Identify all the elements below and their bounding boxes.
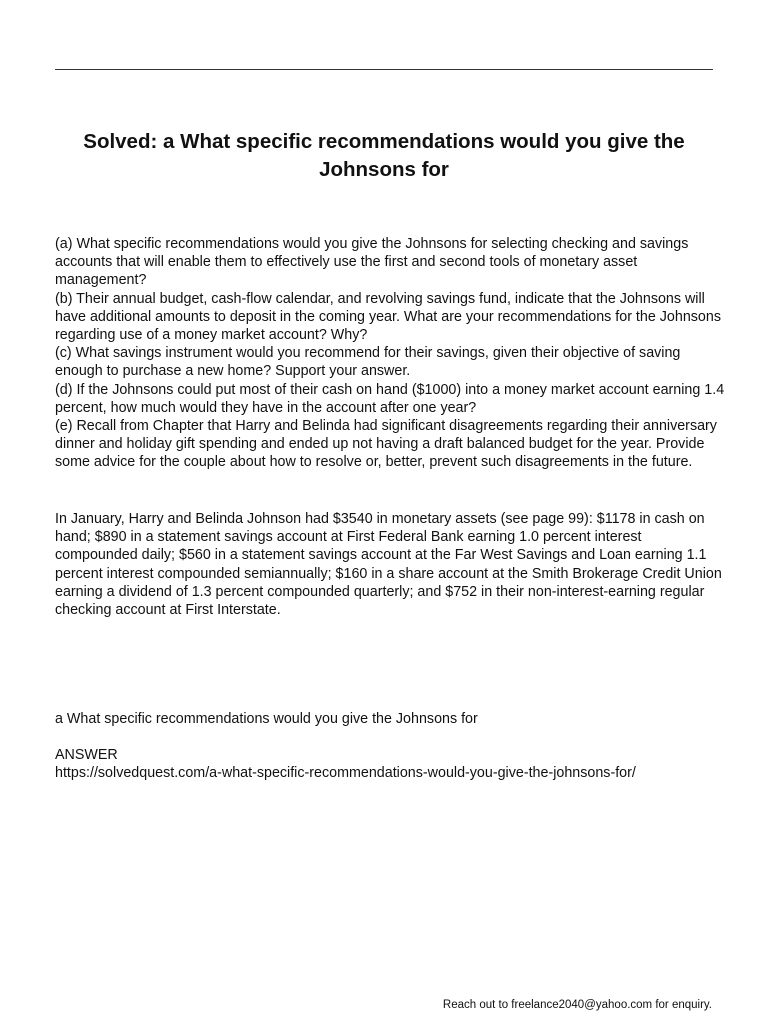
question-c: (c) What savings instrument would you recommend for their savings, given their objective of saving enough to purchase a new home? Support your answer. <box>55 345 681 380</box>
answer-section <box>55 746 727 782</box>
question-d: (d) If the Johnsons could put most of their cash on hand ($1000) into a money market account earning 1.4 percent, how much would they have in the account after one year? <box>55 381 725 416</box>
scenario-paragraph: In January, Harry and Belinda Johnson had $3540 in monetary assets (see page 99): $1178 in cash on hand; $890 in a statement savings account at First Federal Bank earning 1.0 percent interest compounded daily; $560 in a statement savings account at the Far West Savings and Loan earning 1.1 percent interest compounded semiannually; $160 in a share account at the Smith Brokerage Credit Union earning a dividend of 1.3 percent compounded quarterly; and $752 in their non-interest-earning regular checking account at First Interstate. <box>55 511 722 619</box>
page-title: Solved: a What specific recommendations would you give the Johnsons for <box>83 130 685 181</box>
question-e: (e) Recall from Chapter that Harry and Belinda had significant disagreements regarding their anniversary dinner and holiday gift spending and ended up not having a draft balanced budget for the year. Provide some advice for the couple about how to resolve or, better, prevent such disagreements in the future. <box>55 418 717 471</box>
header-divider <box>55 69 713 70</box>
footer-contact: Reach out to freelance2040@yahoo.com for enquiry. <box>442 999 712 1011</box>
answer-link[interactable]: https://solvedquest.com/a-what-specific-recommendations-would-you-give-the-johnsons-for/ <box>55 765 636 782</box>
question-a: (a) What specific recommendations would you give the Johnsons for selecting checking and savings accounts that will enable them to effectively use the first and second tools of monetary asset management? <box>55 236 689 289</box>
answer-label: ANSWER <box>55 747 118 763</box>
summary-line: a What specific recommendations would you give the Johnsons for <box>55 711 478 727</box>
question-b: (b) Their annual budget, cash-flow calendar, and revolving savings fund, indicate that the Johnsons will have additional amounts to deposit in the coming year. What are your recommendations for the Johnsons regarding use of a money market account? Why? <box>55 290 721 344</box>
scenario-section <box>55 510 727 619</box>
question-list <box>55 235 727 472</box>
